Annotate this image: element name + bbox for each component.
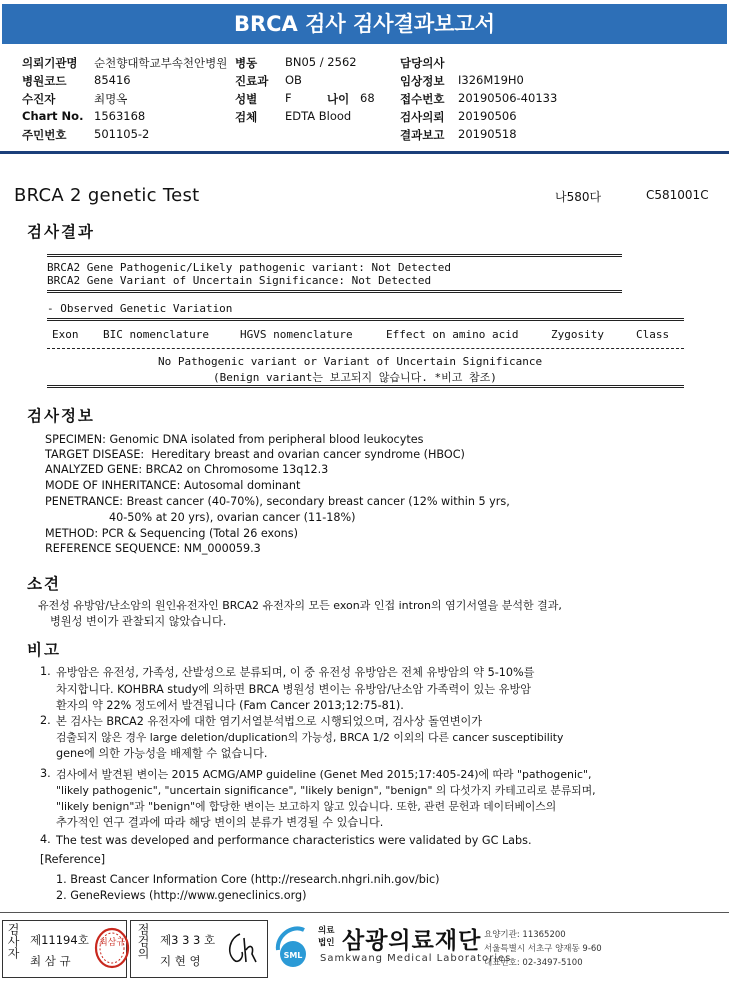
table-double-rule (47, 385, 684, 388)
receipt-value: 20190506-40133 (458, 91, 558, 105)
inspector-label: 점검의 (136, 923, 150, 959)
note-3-line-1: 검사에서 발견된 변이는 2015 ACMG/AMP guideline (Genet Med 2015;17:405-24)에 따라 "pathogenic", (56, 768, 592, 781)
observed-variation-label: - Observed Genetic Variation (47, 302, 233, 315)
result-line-vus: BRCA2 Gene Variant of Uncertain Significance: Not Detected (47, 274, 432, 287)
dept-value: OB (285, 73, 302, 87)
request-label: 검사의뢰 (400, 110, 445, 124)
col-hgvs: HGVS nomenclature (240, 328, 353, 341)
chart-value: 1563168 (94, 109, 146, 123)
note-3-num: 3. (40, 767, 51, 780)
report-title: BRCA 검사 검사결과보고서 (233, 12, 496, 36)
age-label: 나이 (327, 92, 350, 106)
reference-2: 2. GeneReviews (http://www.geneclinics.org) (56, 889, 307, 902)
note-2-line-3: gene에 의한 가능성을 배제할 수 없습니다. (56, 747, 268, 760)
rrn-label: 주민번호 (22, 128, 67, 142)
clinical-value: I326M19H0 (458, 73, 524, 87)
note-1-num: 1. (40, 665, 51, 678)
seal-text: 최삼규 (98, 938, 126, 948)
report-title-bar (2, 4, 727, 44)
result-double-rule (47, 290, 622, 293)
note-1-line-3: 환자의 약 22% 정도에서 발견됩니다 (Fam Cancer 2013;12:75-81). (56, 699, 404, 712)
report-date-value: 20190518 (458, 127, 517, 141)
specimen-value: EDTA Blood (285, 109, 352, 123)
info-analyzed-gene: ANALYZED GENE: BRCA2 on Chromosome 13q12.3 (45, 463, 329, 476)
ward-value: BN05 / 2562 (285, 55, 357, 69)
header-divider (0, 151, 729, 154)
age-value: 68 (360, 91, 375, 105)
reference-1: 1. Breast Cancer Information Core (http://research.nhgri.nih.gov/bic) (56, 873, 440, 886)
col-exon: Exon (52, 328, 79, 341)
clinical-label: 임상정보 (400, 74, 445, 88)
info-heading: 검사정보 (27, 407, 95, 425)
note-4-num: 4. (40, 833, 51, 846)
ward-label: 병동 (235, 56, 258, 70)
note-2-line-2: 검출되지 않은 경우 large deletion/duplication의 가능성, BRCA 1/2 이외의 다른 cancer susceptibility (56, 731, 564, 744)
col-effect: Effect on amino acid (386, 328, 519, 341)
table-double-rule (47, 318, 684, 321)
result-heading: 검사결과 (27, 223, 95, 241)
col-class: Class (636, 328, 670, 341)
test-code-b: C581001C (646, 188, 709, 202)
info-method: METHOD: PCR & Sequencing (Total 26 exons) (45, 527, 298, 540)
note-3-line-4: 추가적인 연구 결과에 따라 해당 변이의 분류가 변경될 수 있습니다. (56, 816, 384, 829)
note-3-line-3: "likely benign"과 "benign"에 합당한 변이는 보고하지 않고 있습니다. 또한, 관련 문헌과 데이터베이스의 (56, 800, 557, 813)
table-dash-rule (47, 348, 684, 349)
logo-corp-type (318, 925, 334, 949)
note-1-line-2: 차지합니다. KOHBRA study에 의하면 BRCA 병원성 변이는 유방암/난소암 가족력이 있는 유방암 (56, 683, 532, 696)
request-value: 20190506 (458, 109, 517, 123)
note-2-line-1: 본 검사는 BRCA2 유전자에 대한 염기서열분석법으로 시행되었으며, 검사상 돌연변이가 (56, 715, 483, 728)
col-zygosity: Zygosity (551, 328, 604, 341)
note-1-line-1: 유방암은 유전성, 가족성, 산발성으로 분류되며, 이 중 유전성 유방암은 전체 유방암의 약 5-10%를 (56, 666, 535, 679)
test-code-a: 나580다 (555, 190, 602, 204)
inspector-signature (222, 928, 262, 968)
lab-code: 요양기관: 11365200 (484, 930, 566, 940)
note-4-line-1: The test was developed and performance characteristics were validated by GC Labs. (56, 834, 532, 847)
info-reference-seq: REFERENCE SEQUENCE: NM_000059.3 (45, 542, 261, 555)
tester-name: 최 삼 규 (30, 954, 71, 968)
no-variant-line: No Pathogenic variant or Variant of Uncertain Significance (158, 355, 543, 368)
specimen-label: 검체 (235, 110, 258, 124)
hospital-code-label: 병원코드 (22, 74, 67, 88)
info-specimen: SPECIMEN: Genomic DNA isolated from peripheral blood leukocytes (45, 433, 424, 446)
info-target-disease: TARGET DISEASE: Hereditary breast and ovarian cancer syndrome (HBOC) (45, 448, 465, 461)
institution-label: 의뢰기관명 (22, 56, 78, 70)
rrn-value: 501105-2 (94, 127, 150, 141)
opinion-heading: 소견 (27, 575, 61, 593)
inspector-license: 제3 3 3 호 (160, 933, 216, 947)
note-2-num: 2. (40, 714, 51, 727)
chart-label: Chart No. (22, 109, 84, 123)
inspector-name: 지 현 영 (160, 954, 201, 968)
reference-heading: [Reference] (40, 853, 106, 866)
col-bic: BIC nomenclature (103, 328, 209, 341)
opinion-line-2: 병원성 변이가 관찰되지 않았습니다. (50, 615, 227, 628)
lab-address: 서울특별시 서초구 양재동 9-60 (484, 944, 602, 954)
patient-label: 수진자 (22, 92, 56, 106)
receipt-label: 접수번호 (400, 92, 445, 106)
benign-note-line: (Benign variant는 보고되지 않습니다. *비고 참조) (213, 371, 497, 384)
lab-name-english: Samkwang Medical Laboratories (320, 953, 512, 964)
footer-divider (0, 912, 729, 913)
sml-badge-text: SML (283, 951, 303, 960)
result-double-rule (47, 254, 622, 257)
notes-heading: 비고 (27, 641, 61, 659)
info-inheritance: MODE OF INHERITANCE: Autosomal dominant (45, 479, 301, 492)
sex-label: 성별 (235, 92, 258, 106)
logo-small-2: 법인 (318, 938, 335, 948)
sex-value: F (285, 91, 292, 105)
result-line-pathogenic: BRCA2 Gene Pathogenic/Likely pathogenic variant: Not Detected (47, 261, 451, 274)
test-title: BRCA 2 genetic Test (14, 185, 200, 206)
lab-phone: 대표번호: 02-3497-5100 (484, 958, 583, 968)
institution-value: 순천향대학교부속천안병원 (94, 56, 228, 70)
doctor-label: 담당의사 (400, 56, 445, 70)
report-date-label: 결과보고 (400, 128, 445, 142)
patient-value: 최명옥 (94, 92, 128, 106)
note-3-line-2: "likely pathogenic", "uncertain significance", "likely benign", "benign" 의 다섯가지 카테고리로 분류되며, (56, 784, 596, 797)
lab-name: 삼광의료재단 (342, 928, 482, 954)
info-penetrance: PENETRANCE: Breast cancer (40-70%), secondary breast cancer (12% within 5 yrs, (45, 495, 510, 508)
opinion-line-1: 유전성 유방암/난소암의 원인유전자인 BRCA2 유전자의 모든 exon과 인접 intron의 염기서열을 분석한 결과, (38, 599, 562, 612)
hospital-code-value: 85416 (94, 73, 131, 87)
tester-label: 검사자 (6, 923, 20, 959)
info-penetrance-cont: 40-50% at 20 yrs), ovarian cancer (11-18%) (45, 511, 356, 524)
dept-label: 진료과 (235, 74, 269, 88)
sml-logo-icon (270, 920, 316, 972)
logo-small-1: 의료 (318, 926, 335, 936)
tester-seal (94, 927, 130, 969)
tester-license: 제11194호 (30, 933, 89, 947)
